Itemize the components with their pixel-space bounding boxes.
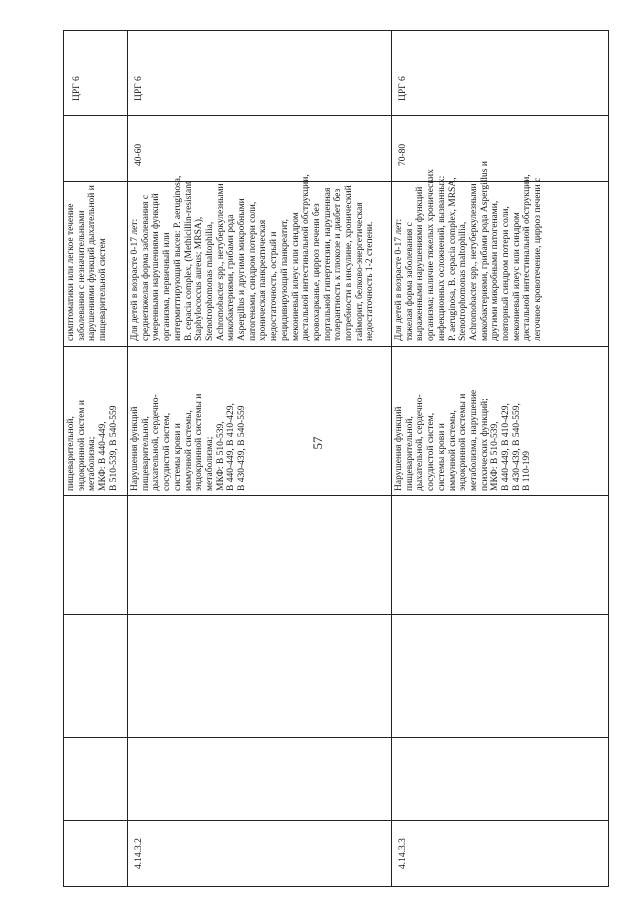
cell-line: метаболизма; bbox=[87, 436, 98, 491]
cell-line: дыхательной, сердечно- bbox=[151, 394, 162, 491]
cell-line: системы крови и bbox=[172, 423, 183, 491]
method-cell bbox=[130, 394, 248, 491]
cell-line: рецидивирующий панкреатит, bbox=[279, 218, 290, 341]
document-table bbox=[63, 30, 609, 887]
column-divider bbox=[64, 115, 608, 116]
cell-line: дыхательной, сердечно- bbox=[415, 394, 426, 491]
cell-line: инфекционных осложнений, вызванных: bbox=[436, 175, 447, 341]
cell-line: организма, первичный или bbox=[162, 232, 173, 341]
cell-line: дистальной интестинальной обструкции, bbox=[301, 174, 312, 341]
cell-line: Для детей в возрасте 0-17 лет: bbox=[130, 218, 140, 341]
cell-line: хроническая панкреатическая bbox=[258, 219, 269, 341]
code-cell: 4.14.3.2 bbox=[134, 838, 144, 869]
cell-line: эндокринной системы и bbox=[194, 393, 205, 491]
cell-line: другими микробными патогенами, bbox=[490, 200, 501, 341]
cell-line: дистальной интестинальной обструкции, bbox=[522, 174, 533, 341]
criteria-cell bbox=[130, 174, 376, 341]
criteria-cell bbox=[394, 161, 544, 341]
cell-line: тяжелая форма заболевания с bbox=[404, 222, 415, 341]
method-cell bbox=[66, 400, 120, 491]
cell-line: пищеварительной систем bbox=[98, 238, 109, 341]
cell-line: Stenotrophomonas maltophilia, bbox=[204, 221, 215, 341]
group-cell: ЦРГ 6 bbox=[134, 76, 144, 101]
cell-line: легочное кровотечение, цирроз печени с bbox=[533, 177, 544, 341]
percent-cell: 40-60 bbox=[134, 143, 144, 166]
cell-line: Для детей в возрасте 0-17 лет: bbox=[394, 218, 404, 341]
cell-line: В 440-449, В 410-429, bbox=[226, 403, 237, 491]
cell-line: метаболизма, нарушение bbox=[468, 389, 479, 491]
cell-line: В 510-539, В 540-559 bbox=[108, 405, 119, 491]
cell-line: недостаточность, острый и bbox=[269, 231, 280, 341]
cell-line: P. aeruginosa, B. cepacia complex, MRSA, bbox=[447, 177, 458, 341]
cell-line: сосудистой систем, bbox=[426, 412, 437, 491]
code-cell: 4.14.3.3 bbox=[398, 838, 408, 869]
column-divider bbox=[64, 737, 608, 738]
cell-line: среднетяжелая форма заболевания с bbox=[140, 194, 151, 341]
cell-line: метаболизма; bbox=[204, 436, 215, 491]
cell-line: В 110-199 bbox=[522, 450, 533, 491]
row-divider bbox=[391, 31, 392, 886]
cell-line: Aspergillus и другими микробными bbox=[237, 198, 248, 341]
cell-line: пищеварительной, bbox=[404, 416, 415, 491]
cell-line: пищеварительной, bbox=[66, 416, 76, 491]
cell-line: заболевания с незначительными bbox=[76, 210, 87, 341]
cell-line: Achromobacter spp., нетуберкулезными bbox=[468, 183, 479, 341]
column-divider bbox=[64, 614, 608, 615]
cell-line: мекониевый илеус или синдром bbox=[511, 212, 522, 341]
percent-cell: 70-80 bbox=[398, 143, 408, 166]
cell-line: эндокринной систем и bbox=[76, 400, 87, 491]
cell-line: иммунной системы, bbox=[183, 410, 194, 491]
page-number: 57 bbox=[310, 436, 325, 450]
cell-line: B. cepacia complex, (Methicillin-resistant bbox=[183, 181, 194, 341]
cell-line: гайморит, белково-энергетическая bbox=[354, 202, 365, 341]
group-cell: ЦРГ 6 bbox=[398, 76, 408, 101]
cell-line: В 430-439, В 540-559, bbox=[511, 403, 522, 491]
cell-line: Нарушения функций bbox=[130, 406, 140, 491]
criteria-cell bbox=[66, 185, 109, 341]
cell-line: умеренными нарушениями функций bbox=[151, 193, 162, 341]
method-cell bbox=[394, 390, 533, 491]
group-cell: ЦРГ 6 bbox=[72, 76, 82, 101]
cell-line: выраженными нарушениями функций bbox=[415, 186, 426, 341]
cell-line: кровохарканье, цирроз печени без bbox=[311, 203, 322, 341]
cell-line: Stenotrophomonas maltophilia, bbox=[458, 221, 469, 341]
cell-line: толерантность к глюкозе и диабет без bbox=[333, 188, 344, 341]
cell-line: микобактериями, грибами рода bbox=[226, 214, 237, 341]
cell-line: портальной гипертензии, нарушенная bbox=[322, 187, 333, 341]
cell-line: потребности в инсулине, хронический bbox=[344, 185, 355, 341]
cell-line: пищеварительной, bbox=[140, 416, 151, 491]
cell-line: мекониевый илеус или синдром bbox=[290, 212, 301, 341]
cell-line: нарушениями функций дыхательной и bbox=[87, 185, 98, 341]
cell-line: симптоматики или легкое течение bbox=[66, 203, 76, 341]
cell-line: Achromobacter spp., нетуберкулезными bbox=[215, 183, 226, 341]
row-divider bbox=[127, 31, 128, 886]
cell-line: психических функций; bbox=[479, 398, 490, 491]
cell-line: недостаточность 1-2 степени. bbox=[365, 221, 376, 341]
cell-line: сосудистой систем, bbox=[162, 412, 173, 491]
cell-line: патогенами, синдром потери соли, bbox=[247, 201, 258, 341]
cell-line: организма; наличие тяжелых хронических bbox=[426, 169, 437, 341]
cell-line: МКФ: В 510-539, bbox=[490, 421, 501, 491]
cell-line: В 430-439, В 540-559 bbox=[237, 405, 248, 491]
cell-line: повторный синдром потери соли, bbox=[501, 206, 512, 341]
cell-line: иммунной системы, bbox=[447, 410, 458, 491]
column-divider bbox=[64, 346, 608, 347]
column-divider bbox=[64, 820, 608, 821]
cell-line: МКФ: В 510-539, bbox=[215, 421, 226, 491]
cell-line: микобактериями, грибами рода Aspergillus и bbox=[479, 161, 490, 341]
cell-line: Staphylococcus aureus; MRSA), bbox=[194, 216, 205, 341]
cell-line: В 440-449, В 410-429, bbox=[501, 403, 512, 491]
cell-line: МКФ: В 440-449, bbox=[98, 421, 109, 491]
cell-line: Нарушения функций bbox=[394, 406, 404, 491]
cell-line: системы крови и bbox=[436, 423, 447, 491]
cell-line: интермиттирующий высев: P. aeruginosa, bbox=[172, 175, 183, 341]
column-divider bbox=[64, 495, 608, 496]
cell-line: эндокринной системы и bbox=[458, 393, 469, 491]
